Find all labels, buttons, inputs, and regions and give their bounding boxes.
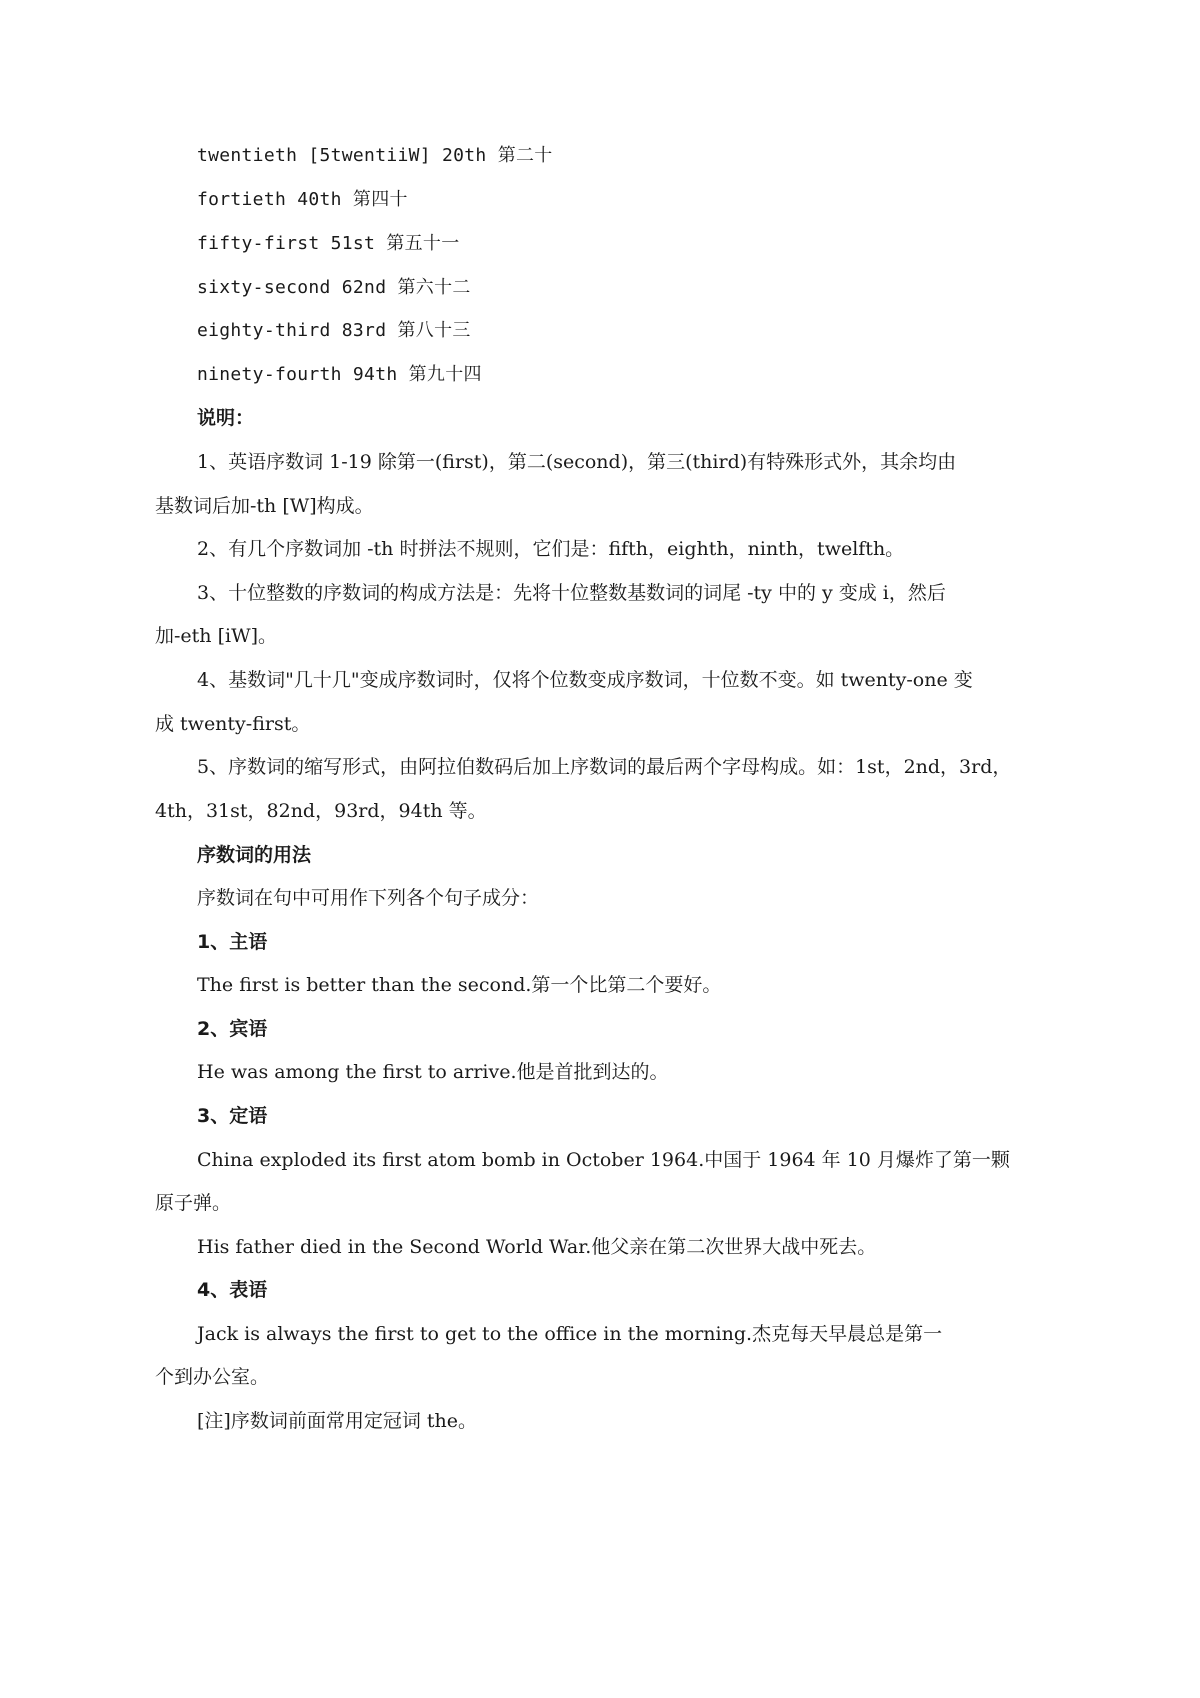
explanation-point-4-line-2: 成 twenty-first。 bbox=[155, 713, 311, 735]
ordinal-example: twentieth [5twentiiW] 20th 第二十 bbox=[197, 145, 553, 166]
predicative-example-line-2: 个到办公室。 bbox=[155, 1366, 270, 1388]
attributive-example-1-line-2: 原子弹。 bbox=[155, 1192, 232, 1214]
object-heading: 2、宾语 bbox=[197, 1018, 268, 1040]
explanation-point-5-line-2: 4th，31st，82nd，93rd，94th 等。 bbox=[155, 800, 487, 822]
subject-example: The first is better than the second.第一个比第二个要好。 bbox=[197, 974, 722, 996]
subject-heading: 1、主语 bbox=[197, 931, 268, 953]
ordinal-example: eighty-third 83rd 第八十三 bbox=[197, 320, 471, 341]
explanation-point-3-line-2: 加-eth [iW]。 bbox=[155, 625, 278, 647]
attributive-example-1-line-1: China exploded its first atom bomb in October 1964.中国于 1964 年 10 月爆炸了第一颗 bbox=[197, 1149, 1010, 1171]
ordinal-example: fortieth 40th 第四十 bbox=[197, 189, 408, 210]
usage-note: [注]序数词前面常用定冠词 the。 bbox=[197, 1410, 477, 1432]
explanation-point-3-line-1: 3、十位整数的序数词的构成方法是：先将十位整数基数词的词尾 -ty 中的 y 变成 i，然后 bbox=[197, 582, 946, 604]
explanation-point-2: 2、有几个序数词加 -th 时拼法不规则，它们是：fifth，eighth，ninth，twelfth。 bbox=[197, 538, 905, 560]
predicative-heading: 4、表语 bbox=[197, 1279, 268, 1301]
explanation-point-1-line-1: 1、英语序数词 1-19 除第一(first)，第二(second)，第三(third)有特殊形式外，其余均由 bbox=[197, 451, 957, 473]
ordinal-example: fifty-first 51st 第五十一 bbox=[197, 233, 460, 254]
attributive-heading: 3、定语 bbox=[197, 1105, 268, 1127]
object-example: He was among the first to arrive.他是首批到达的。 bbox=[197, 1061, 669, 1083]
predicative-example-line-1: Jack is always the first to get to the office in the morning.杰克每天早晨总是第一 bbox=[197, 1323, 943, 1345]
ordinal-example: sixty-second 62nd 第六十二 bbox=[197, 277, 471, 298]
explanation-point-1-line-2: 基数词后加-th [W]构成。 bbox=[155, 495, 374, 517]
explanation-point-4-line-1: 4、基数词"几十几"变成序数词时，仅将个位数变成序数词，十位数不变。如 twenty-one 变 bbox=[197, 669, 973, 691]
usage-intro: 序数词在句中可用作下列各个句子成分： bbox=[197, 887, 540, 909]
explanation-point-5-line-1: 5、序数词的缩写形式，由阿拉伯数码后加上序数词的最后两个字母构成。如：1st，2nd，3rd， bbox=[197, 756, 1012, 778]
attributive-example-2: His father died in the Second World War.他父亲在第二次世界大战中死去。 bbox=[197, 1236, 877, 1258]
ordinal-example: ninety-fourth 94th 第九十四 bbox=[197, 364, 482, 385]
usage-heading: 序数词的用法 bbox=[197, 844, 312, 866]
explanation-heading: 说明： bbox=[197, 407, 255, 429]
